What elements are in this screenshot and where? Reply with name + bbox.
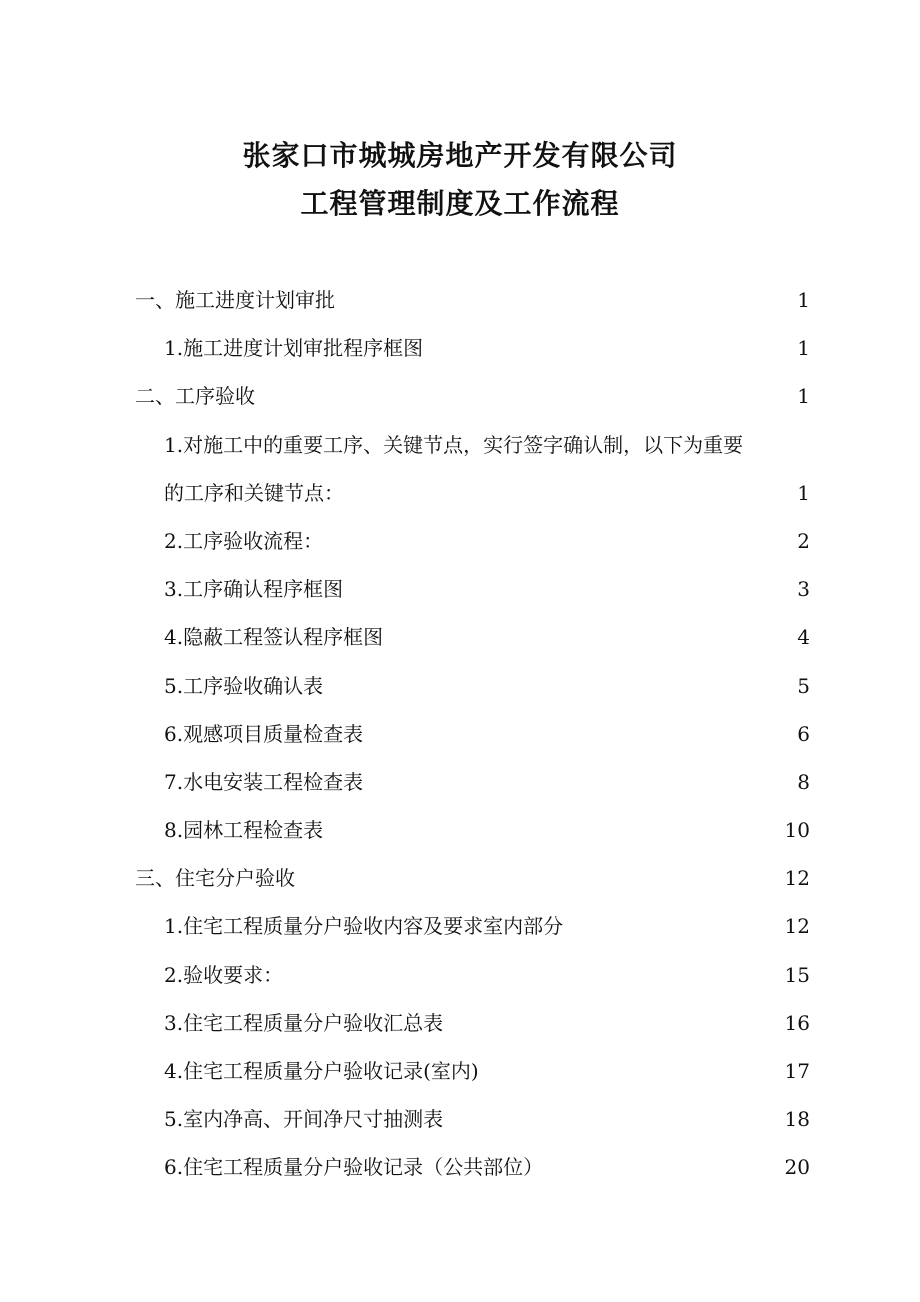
- toc-entry[interactable]: [0, 716, 920, 764]
- toc-entry-label: 2.工序验收流程：: [164, 528, 324, 553]
- company-title: 张家口市城城房地产开发有限公司: [242, 139, 678, 172]
- toc-entry[interactable]: [0, 812, 920, 860]
- toc-entry[interactable]: [0, 282, 920, 330]
- toc-entry[interactable]: [0, 1101, 920, 1149]
- toc-entry-page: 1: [797, 336, 810, 361]
- toc-entry-continuation[interactable]: [0, 475, 920, 523]
- toc-entry-page: 12: [784, 914, 810, 939]
- toc-entry[interactable]: [0, 764, 920, 812]
- table-of-contents: [0, 282, 920, 1198]
- toc-entry[interactable]: [0, 860, 920, 908]
- toc-entry-label: 7.水电安装工程检查表: [164, 769, 364, 794]
- toc-entry[interactable]: [0, 378, 920, 426]
- document-title: 工程管理制度及工作流程: [300, 187, 620, 220]
- toc-entry-page: 20: [784, 1155, 810, 1180]
- toc-entry-page: 1: [797, 384, 810, 409]
- toc-entry[interactable]: [0, 330, 920, 378]
- toc-entry-page: 8: [797, 769, 810, 794]
- toc-entry-page: 12: [784, 866, 810, 891]
- toc-entry-label: 1.对施工中的重要工序、关键节点，实行签字确认制，以下为重要: [164, 432, 744, 457]
- toc-entry-page: 1: [797, 480, 810, 505]
- toc-entry-page: 4: [797, 625, 810, 650]
- toc-entry-label: 6.观感项目质量检查表: [164, 721, 364, 746]
- toc-entry-page: 2: [797, 528, 810, 553]
- toc-entry-page: 6: [797, 721, 810, 746]
- toc-entry[interactable]: [0, 523, 920, 571]
- toc-entry-label: 3.工序确认程序框图: [164, 577, 344, 602]
- toc-entry[interactable]: [0, 668, 920, 716]
- toc-entry-page: 15: [784, 962, 810, 987]
- toc-entry-label: 2.验收要求：: [164, 962, 284, 987]
- toc-entry-page: 3: [797, 577, 810, 602]
- toc-entry-page: 16: [784, 1010, 810, 1035]
- toc-entry-label: 1.施工进度计划审批程序框图: [164, 336, 424, 361]
- toc-entry-label: 8.园林工程检查表: [164, 818, 324, 843]
- toc-entry-label: 一、施工进度计划审批: [135, 288, 335, 312]
- toc-entry-label: 4.隐蔽工程签认程序框图: [164, 625, 384, 650]
- toc-entry[interactable]: [0, 1005, 920, 1053]
- toc-entry-page: 1: [797, 288, 810, 312]
- toc-entry-label: 4.住宅工程质量分户验收记录(室内): [164, 1059, 479, 1083]
- toc-entry[interactable]: [0, 1053, 920, 1101]
- toc-entry-label: 的工序和关键节点：: [164, 480, 344, 505]
- toc-entry[interactable]: [0, 571, 920, 619]
- toc-entry-label: 6.住宅工程质量分户验收记录（公共部位）: [164, 1155, 544, 1180]
- toc-entry-label: 5.室内净高、开间净尺寸抽测表: [164, 1107, 444, 1132]
- toc-entry[interactable]: [0, 957, 920, 1005]
- toc-entry[interactable]: [0, 427, 920, 475]
- toc-entry[interactable]: [0, 1149, 920, 1197]
- toc-entry[interactable]: [0, 619, 920, 667]
- toc-entry-page: 18: [784, 1107, 810, 1132]
- toc-entry-label: 5.工序验收确认表: [164, 673, 324, 698]
- toc-entry-label: 二、工序验收: [135, 384, 255, 409]
- toc-entry-page: 17: [784, 1059, 810, 1083]
- toc-entry-label: 1.住宅工程质量分户验收内容及要求室内部分: [164, 914, 564, 939]
- toc-entry-page: 10: [784, 818, 810, 843]
- toc-entry-label: 三、住宅分户验收: [135, 866, 295, 891]
- toc-entry-label: 3.住宅工程质量分户验收汇总表: [164, 1010, 444, 1035]
- toc-entry[interactable]: [0, 908, 920, 956]
- toc-entry-page: 5: [797, 673, 810, 698]
